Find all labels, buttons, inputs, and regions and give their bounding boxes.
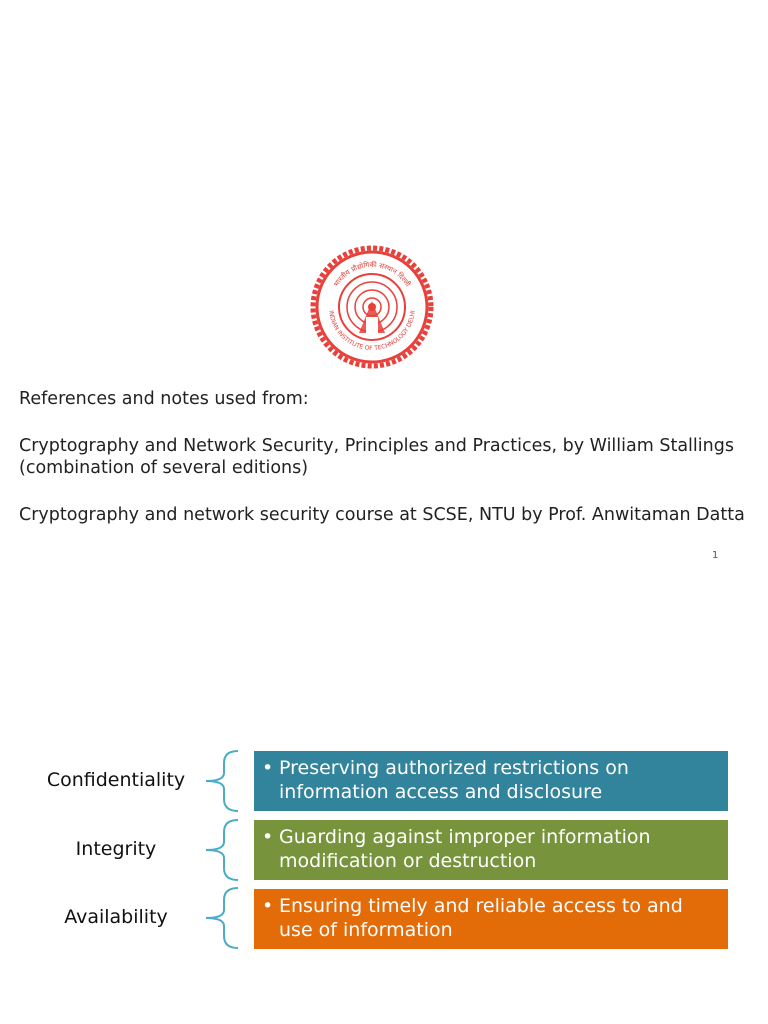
iit-delhi-logo <box>309 245 435 369</box>
bullet-icon: • <box>262 895 274 917</box>
confidentiality-text: Preserving authorized restrictions on information access and disclosure <box>279 757 629 803</box>
reference-stallings: Cryptography and Network Security, Principles and Practices, by William Stallings <box>19 436 734 456</box>
label-confidentiality: Confidentiality <box>46 769 186 791</box>
confidentiality-description <box>254 751 728 811</box>
label-availability: Availability <box>64 906 168 928</box>
availability-text: Ensuring timely and reliable access to and use of information <box>279 895 683 941</box>
svg-text:INDIAN INSTITUTE OF TECHNOLOGY: INDIAN INSTITUTE OF TECHNOLOGY DELHI <box>327 310 417 353</box>
references-block <box>19 388 759 526</box>
label-integrity: Integrity <box>75 838 157 860</box>
curly-brace-icon <box>200 818 242 882</box>
page-number: 1 <box>712 550 719 561</box>
bullet-icon: • <box>262 757 274 779</box>
svg-text:भारतीय प्रौद्योगिकी संस्थान दि: भारतीय प्रौद्योगिकी संस्थान दिल्ली <box>332 260 412 289</box>
bullet-icon: • <box>262 826 274 848</box>
reference-stallings-note: (combination of several editions) <box>19 458 309 478</box>
curly-brace-icon <box>200 749 242 813</box>
integrity-description <box>254 820 728 880</box>
references-heading: References and notes used from: <box>19 389 309 409</box>
reference-ntu-course: Cryptography and network security course at SCSE, NTU by Prof. Anwitaman Datta <box>19 505 745 525</box>
integrity-text: Guarding against improper information modification or destruction <box>279 826 651 872</box>
availability-description <box>254 889 728 949</box>
institute-seal-icon <box>309 245 435 369</box>
curly-brace-icon <box>200 886 242 950</box>
